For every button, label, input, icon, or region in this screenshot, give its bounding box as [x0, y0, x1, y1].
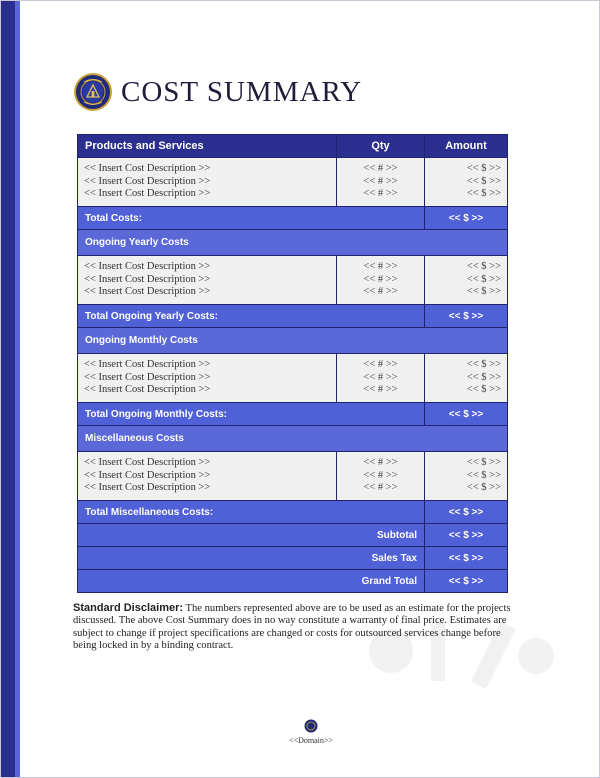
cost-description: << Insert Cost Description >> [84, 469, 211, 481]
left-accent-bar-dark [1, 1, 15, 777]
total-label: Total Ongoing Yearly Costs: [78, 305, 425, 328]
amount-cell[interactable] [425, 158, 508, 207]
qty-value: << # >> [363, 384, 398, 396]
amount-value: << $ >> [466, 273, 501, 285]
company-seal-icon [73, 72, 113, 112]
header-amount: Amount [425, 135, 508, 158]
amount-value: << $ >> [466, 175, 501, 187]
qty-value: << # >> [363, 457, 398, 468]
grand-total-row [78, 570, 508, 593]
cost-description: << Insert Cost Description >> [84, 175, 211, 187]
sales-tax-value[interactable]: << $ >> [425, 547, 508, 570]
qty-value: << # >> [363, 188, 398, 200]
sales-tax-row [78, 547, 508, 570]
description-cell[interactable] [78, 158, 337, 207]
cost-description: << Insert Cost Description >> [84, 457, 211, 468]
cost-summary-table [77, 134, 508, 593]
subtotal-value[interactable]: << $ >> [425, 524, 508, 547]
amount-cell[interactable] [425, 256, 508, 305]
disclaimer-text: The numbers represented above are to be used as an estimate for the projects discussed. The above Cost Summary does in no way constitute a warranty of final price. Estimates are subject to change if project specifications are changed or costs for outsourced services change before being locked in by a binding contract. [73, 603, 511, 651]
section-heading-row [78, 230, 508, 256]
cost-items-row [78, 452, 508, 501]
amount-value: << $ >> [466, 188, 501, 200]
cost-description: << Insert Cost Description >> [84, 163, 211, 174]
cost-items-row [78, 354, 508, 403]
header-qty: Qty [337, 135, 425, 158]
total-label: Total Costs: [78, 207, 425, 230]
qty-cell[interactable] [337, 452, 425, 501]
amount-value: << $ >> [466, 457, 501, 468]
total-value[interactable]: << $ >> [425, 305, 508, 328]
grand-total-value[interactable]: << $ >> [425, 570, 508, 593]
cost-description: << Insert Cost Description >> [84, 482, 211, 494]
cost-items-row [78, 256, 508, 305]
qty-value: << # >> [363, 261, 398, 272]
total-label: Total Miscellaneous Costs: [78, 501, 425, 524]
amount-value: << $ >> [466, 286, 501, 298]
total-miscellaneous-row [78, 501, 508, 524]
header-products-services: Products and Services [78, 135, 337, 158]
cost-description: << Insert Cost Description >> [84, 359, 211, 370]
left-accent-bar-light [15, 1, 20, 777]
qty-value: << # >> [363, 175, 398, 187]
footer-domain: <<Domain>> [289, 736, 333, 745]
description-cell[interactable] [78, 354, 337, 403]
cost-items-row [78, 158, 508, 207]
total-label: Total Ongoing Monthly Costs: [78, 403, 425, 426]
cost-description: << Insert Cost Description >> [84, 371, 211, 383]
amount-cell[interactable] [425, 452, 508, 501]
description-cell[interactable] [78, 256, 337, 305]
description-cell[interactable] [78, 452, 337, 501]
amount-value: << $ >> [466, 163, 501, 174]
page-title: COST SUMMARY [121, 75, 363, 108]
amount-cell[interactable] [425, 354, 508, 403]
section-heading: Miscellaneous Costs [78, 426, 508, 452]
qty-cell[interactable] [337, 256, 425, 305]
disclaimer-label: Standard Disclaimer: [73, 602, 184, 614]
qty-cell[interactable] [337, 354, 425, 403]
cost-description: << Insert Cost Description >> [84, 261, 211, 272]
cost-description: << Insert Cost Description >> [84, 384, 211, 396]
cost-description: << Insert Cost Description >> [84, 286, 211, 298]
table-header-row [78, 135, 508, 158]
amount-value: << $ >> [466, 261, 501, 272]
subtotal-label: Subtotal [78, 524, 425, 547]
total-value[interactable]: << $ >> [425, 207, 508, 230]
section-heading: Ongoing Yearly Costs [78, 230, 508, 256]
qty-value: << # >> [363, 163, 398, 174]
qty-value: << # >> [363, 273, 398, 285]
cost-description: << Insert Cost Description >> [84, 188, 211, 200]
qty-value: << # >> [363, 469, 398, 481]
cost-description: << Insert Cost Description >> [84, 273, 211, 285]
amount-value: << $ >> [466, 469, 501, 481]
section-heading: Ongoing Monthly Costs [78, 328, 508, 354]
qty-value: << # >> [363, 371, 398, 383]
section-heading-row [78, 328, 508, 354]
amount-value: << $ >> [466, 371, 501, 383]
total-yearly-row [78, 305, 508, 328]
qty-value: << # >> [363, 359, 398, 370]
total-value[interactable]: << $ >> [425, 403, 508, 426]
standard-disclaimer [73, 602, 518, 652]
qty-value: << # >> [363, 482, 398, 494]
page-header [73, 71, 362, 113]
qty-value: << # >> [363, 286, 398, 298]
qty-cell[interactable] [337, 158, 425, 207]
total-value[interactable]: << $ >> [425, 501, 508, 524]
amount-value: << $ >> [466, 482, 501, 494]
subtotal-row [78, 524, 508, 547]
sales-tax-label: Sales Tax [78, 547, 425, 570]
total-monthly-row [78, 403, 508, 426]
amount-value: << $ >> [466, 359, 501, 370]
total-costs-row [78, 207, 508, 230]
footer-seal-icon [304, 719, 318, 733]
section-heading-row [78, 426, 508, 452]
grand-total-label: Grand Total [78, 570, 425, 593]
amount-value: << $ >> [466, 384, 501, 396]
